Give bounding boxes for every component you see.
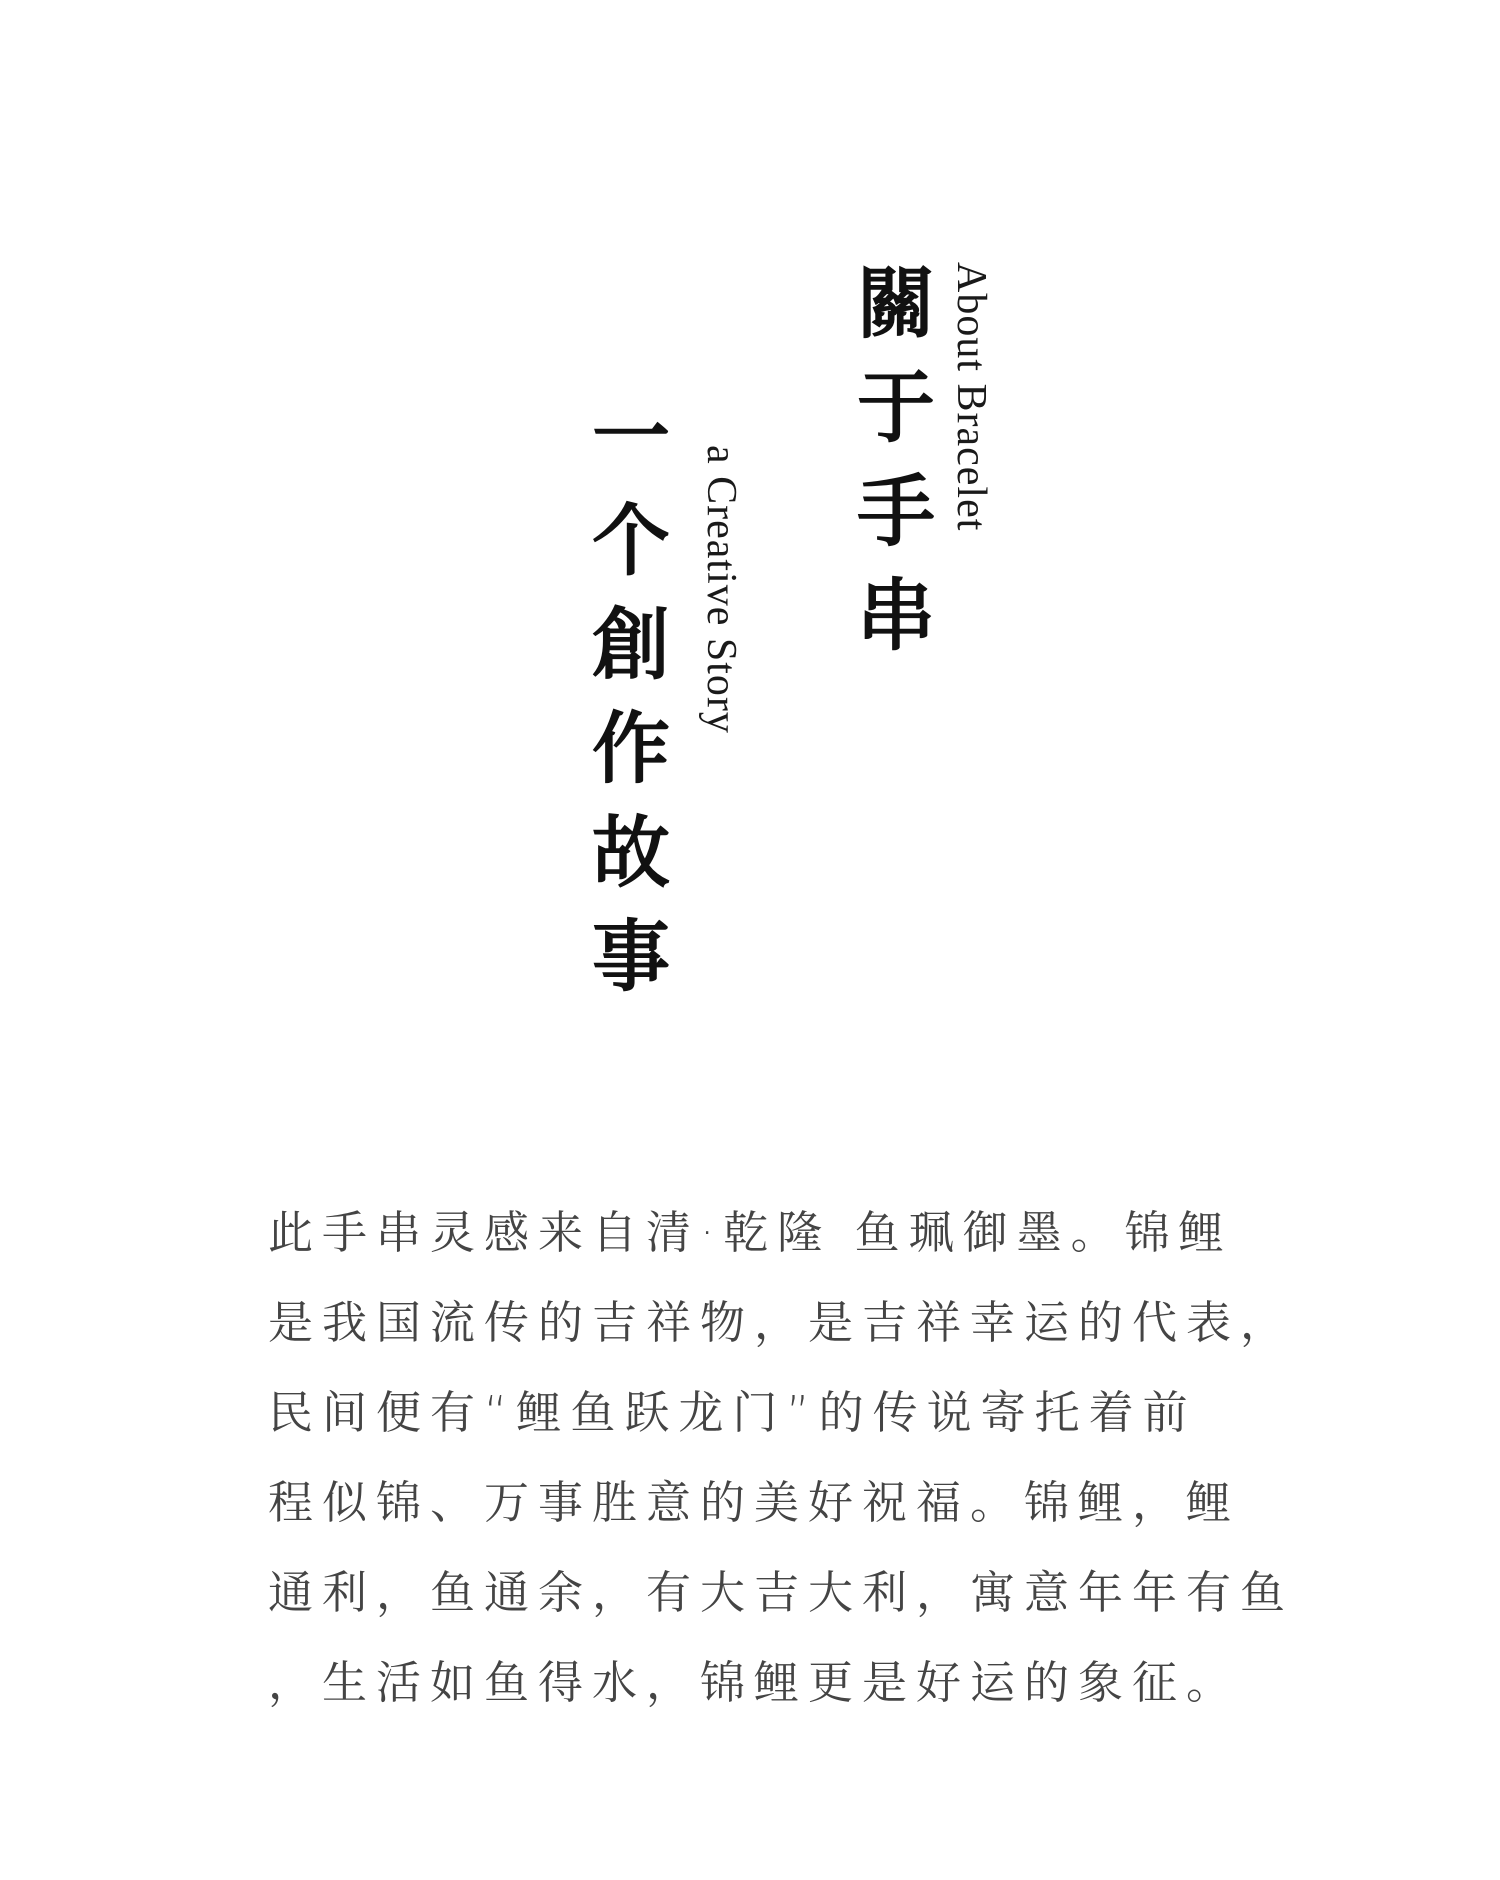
story-line: 程似锦、万事胜意的美好祝福。锦鲤，鲤 [268,1476,1241,1529]
subheading-english: a Creative Story [698,445,744,734]
story-line: ，生活如鱼得水，锦鲤更是好运的象征。 [268,1656,1241,1709]
story-line: 民间便有“鲤鱼跃龙门”的传说寄托着前 [268,1386,1197,1439]
heading-english-title: About Bracelet [948,262,994,532]
heading-chinese-title: 關于手串 [844,262,935,678]
story-line: 通利，鱼通余，有大吉大利，寓意年年有鱼 [268,1566,1295,1619]
story-line: 此手串灵感来自清·乾隆 鱼珮御墨。锦鲤 [268,1206,1233,1259]
subheading-chinese: 一个創作故事 [579,395,670,1019]
story-line: 是我国流传的吉祥物，是吉祥幸运的代表， [268,1296,1295,1349]
story-paragraph [268,1188,1295,1728]
